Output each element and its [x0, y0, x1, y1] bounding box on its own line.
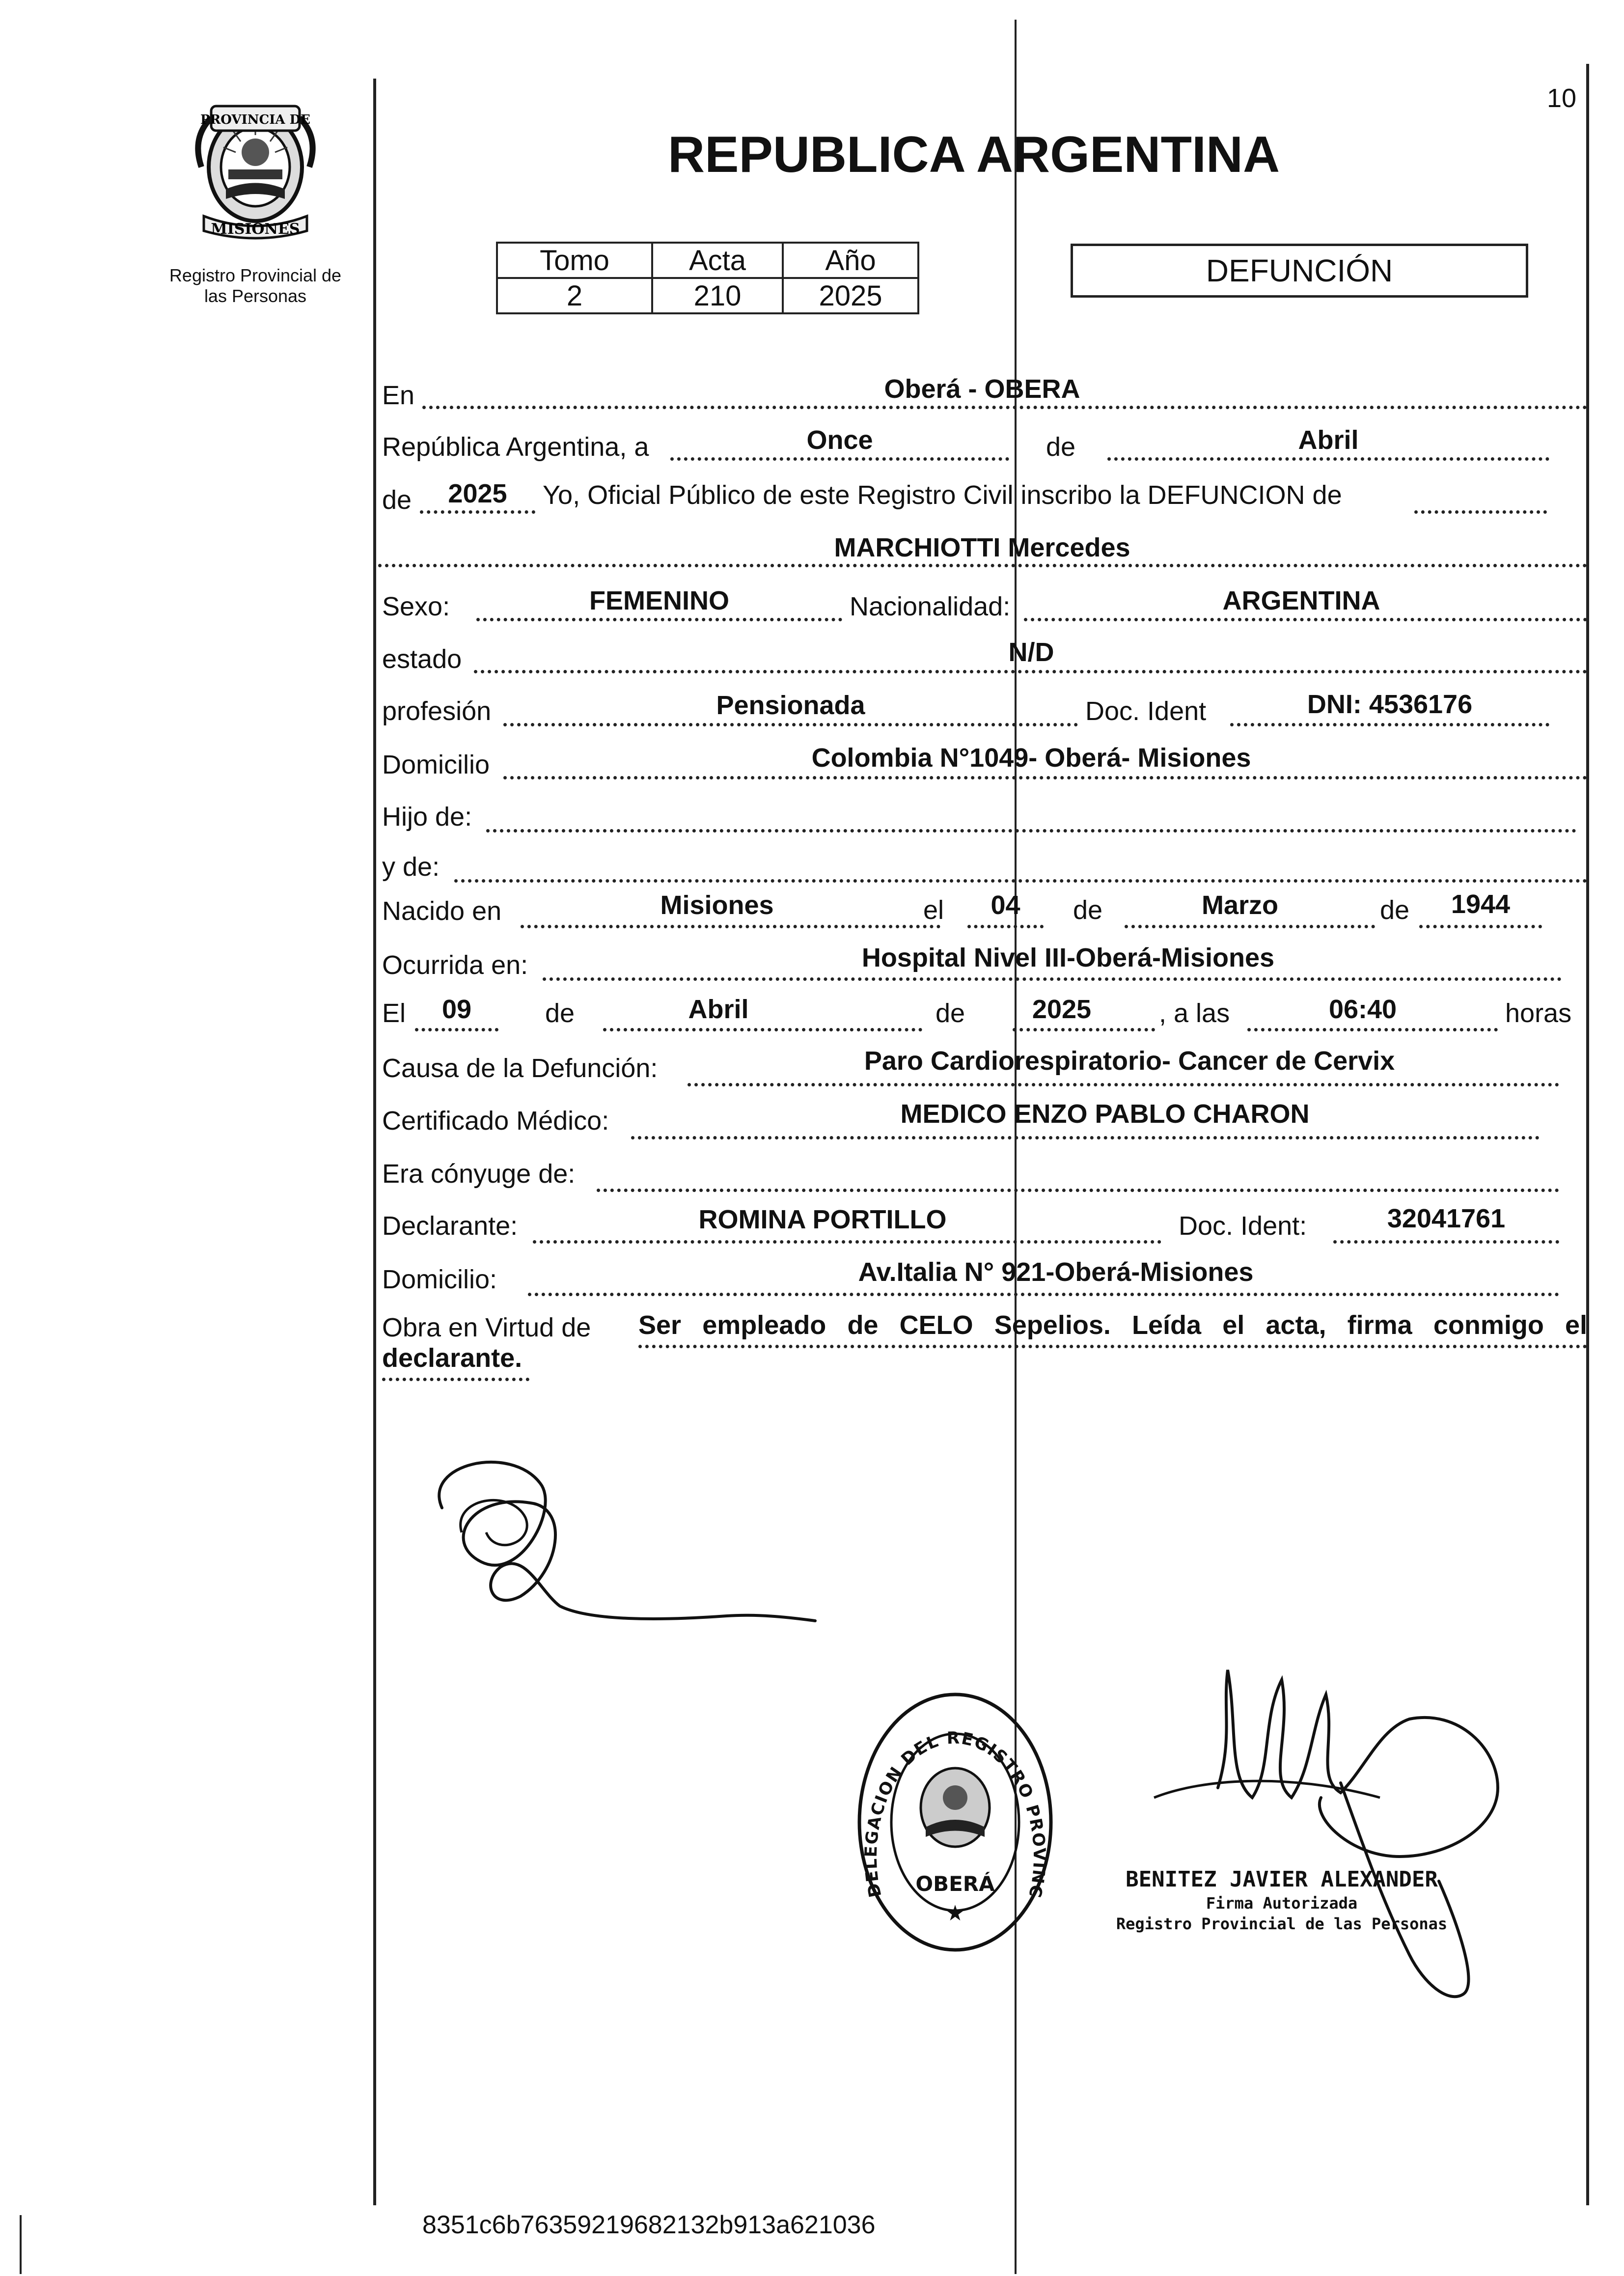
page-edge-mark: [20, 2215, 22, 2274]
record-type: DEFUNCIÓN: [1206, 253, 1393, 288]
value-obra-line1: Ser empleado de CELO Sepelios. Leída el acta, firma conmigo el: [638, 1310, 1587, 1340]
line-conyuge: [597, 1189, 1559, 1192]
label-estado: estado: [382, 644, 462, 674]
line-republica-month: [1107, 457, 1549, 461]
label-certificado: Certificado Médico:: [382, 1106, 609, 1136]
label-domicilio-declarante: Domicilio:: [382, 1265, 497, 1294]
stamp-seal-icon: [852, 1690, 1058, 1965]
value-nacido-year: 1944: [1451, 889, 1511, 919]
label-inscribo-de: de: [382, 485, 412, 515]
label-inscribo-text: Yo, Oficial Público de este Registro Civil inscribo la DEFUNCION de: [543, 480, 1342, 510]
line-inscribo-year: [420, 510, 535, 514]
label-republica: República Argentina, a: [382, 432, 649, 462]
line-nacido-place: [521, 925, 940, 928]
line-declarante: [533, 1240, 1161, 1244]
line-sexo: [476, 618, 842, 621]
record-value-acta: 210: [652, 278, 783, 313]
record-table-value-row: [497, 278, 918, 313]
signatory-name: BENITEZ JAVIER ALEXANDER: [1126, 1867, 1438, 1892]
value-domicilio: Colombia N°1049- Oberá- Misiones: [811, 743, 1251, 773]
signature-scribble-icon: [413, 1434, 835, 1690]
line-nacido-day: [967, 925, 1044, 928]
page-number: 10: [1547, 83, 1577, 113]
line-y-de: [454, 879, 1587, 883]
label-causa: Causa de la Defunción:: [382, 1054, 658, 1083]
value-fecha-year: 2025: [1032, 995, 1092, 1024]
line-estado: [474, 670, 1587, 673]
line-en: [422, 406, 1587, 409]
record-header-tomo: Tomo: [497, 243, 652, 278]
line-ocurrida: [543, 977, 1562, 981]
label-fecha-de1: de: [545, 999, 575, 1028]
record-value-tomo: 2: [497, 278, 652, 313]
label-nacido-de2: de: [1380, 895, 1410, 925]
label-profesion: profesión: [382, 696, 492, 726]
label-obra: Obra en Virtud de: [382, 1313, 591, 1342]
stamp-star-icon: ★: [945, 1901, 965, 1925]
value-republica-day: Once: [806, 425, 873, 455]
record-type-box: [1071, 244, 1528, 298]
value-doc-ident: DNI: 4536176: [1307, 690, 1473, 719]
label-domicilio: Domicilio: [382, 750, 490, 779]
line-doc-ident: [1230, 723, 1549, 726]
value-nacido-place: Misiones: [660, 890, 774, 920]
record-header-acta: Acta: [652, 243, 783, 278]
line-obra-2: [382, 1378, 529, 1381]
seal-emblem-icon: [182, 88, 329, 246]
label-nacido-el: el: [923, 895, 944, 925]
label-y-de: y de:: [382, 852, 440, 882]
record-table: [496, 242, 919, 314]
label-fecha-horas: horas: [1505, 999, 1572, 1028]
value-ocurrida: Hospital Nivel III-Oberá-Misiones: [861, 943, 1275, 972]
seal-text-top: PROVINCIA DE: [200, 112, 310, 127]
declarant-signature: [413, 1434, 835, 1690]
value-sexo: FEMENINO: [589, 586, 729, 615]
line-doc-ident-declarante: [1333, 1240, 1559, 1244]
line-republica-day: [670, 457, 1009, 461]
record-table-header-row: [497, 243, 918, 278]
line-inscribo-tail: [1414, 510, 1547, 514]
line-nacionalidad: [1024, 618, 1587, 621]
seal-text-bottom: MISIONES: [211, 221, 300, 238]
registry-caption-line1: Registro Provincial de: [169, 265, 342, 285]
record-header-anio: Año: [783, 243, 918, 278]
value-republica-month: Abril: [1298, 425, 1359, 455]
registry-caption: [147, 265, 363, 306]
value-declarante: ROMINA PORTILLO: [698, 1205, 947, 1234]
value-doc-ident-declarante: 32041761: [1387, 1204, 1506, 1233]
label-doc-ident: Doc. Ident: [1085, 696, 1207, 726]
value-en: Oberá - OBERA: [884, 374, 1080, 404]
line-domicilio: [503, 776, 1587, 779]
label-fecha-el: El: [382, 999, 406, 1028]
stamp-city: OBERÁ: [915, 1872, 995, 1896]
page-title: REPUBLICA ARGENTINA: [668, 126, 1280, 183]
line-certificado: [631, 1136, 1540, 1139]
value-nacido-month: Marzo: [1201, 890, 1278, 920]
value-fecha-month: Abril: [688, 995, 749, 1024]
value-nacido-day: 04: [991, 890, 1020, 920]
value-nombre: MARCHIOTTI Mercedes: [834, 533, 1130, 562]
label-nacido-de1: de: [1073, 895, 1103, 925]
signatory-line3: Registro Provincial de las Personas: [1116, 1915, 1448, 1933]
line-obra-1: [638, 1345, 1587, 1348]
value-certificado: MEDICO ENZO PABLO CHARON: [900, 1099, 1310, 1129]
line-nombre: [378, 564, 1587, 567]
label-sexo: Sexo:: [382, 592, 450, 621]
document-hash: 8351c6b76359219682132b913a621036: [422, 2211, 876, 2239]
line-fecha-month: [603, 1028, 922, 1031]
line-hijo-de: [486, 829, 1576, 833]
label-nacionalidad: Nacionalidad:: [850, 592, 1011, 621]
label-fecha-de2: de: [936, 999, 965, 1028]
label-hijo-de: Hijo de:: [382, 802, 472, 832]
label-conyuge: Era cónyuge de:: [382, 1159, 576, 1189]
line-profesion: [503, 723, 1078, 726]
line-nacido-month: [1125, 925, 1375, 928]
province-seal: [182, 88, 329, 246]
value-obra-line2: declarante.: [382, 1343, 523, 1373]
right-margin-line: [1586, 64, 1589, 2205]
value-fecha-day: 09: [441, 995, 472, 1024]
record-value-anio: 2025: [783, 278, 918, 313]
signatory-block: [1105, 1866, 1459, 1934]
label-en: En: [382, 381, 415, 410]
line-nacido-year: [1419, 925, 1542, 928]
label-republica-de: de: [1046, 432, 1076, 462]
signatory-line2: Firma Autorizada: [1206, 1894, 1358, 1913]
registry-caption-line2: las Personas: [204, 286, 307, 306]
authorized-signature: [1105, 1650, 1527, 2053]
line-domicilio-declarante: [528, 1293, 1559, 1296]
value-nacionalidad: ARGENTINA: [1222, 586, 1380, 615]
label-nacido: Nacido en: [382, 896, 502, 926]
value-estado: N/D: [1008, 638, 1054, 667]
authorized-signature-scribble-icon: [1105, 1650, 1527, 2053]
line-fecha-year: [1013, 1028, 1155, 1031]
label-ocurrida: Ocurrida en:: [382, 950, 528, 980]
value-causa: Paro Cardiorespiratorio- Cancer de Cervix: [864, 1046, 1395, 1076]
line-causa: [688, 1083, 1559, 1086]
value-inscribo-year: 2025: [448, 479, 507, 508]
line-fecha-day: [415, 1028, 498, 1031]
value-fecha-time: 06:40: [1328, 995, 1397, 1024]
label-fecha-alas: , a las: [1159, 999, 1230, 1028]
label-doc-ident-declarante: Doc. Ident:: [1179, 1211, 1307, 1241]
stamp-ring-text: DELEGACION DEL REGISTRO PROVINC: [861, 1728, 1049, 1900]
official-stamp: [852, 1690, 1058, 1965]
value-domicilio-declarante: Av.Italia N° 921-Oberá-Misiones: [858, 1257, 1254, 1287]
label-declarante: Declarante:: [382, 1211, 518, 1241]
left-margin-line: [373, 79, 376, 2205]
value-profesion: Pensionada: [716, 691, 865, 720]
line-fecha-time: [1247, 1028, 1498, 1031]
